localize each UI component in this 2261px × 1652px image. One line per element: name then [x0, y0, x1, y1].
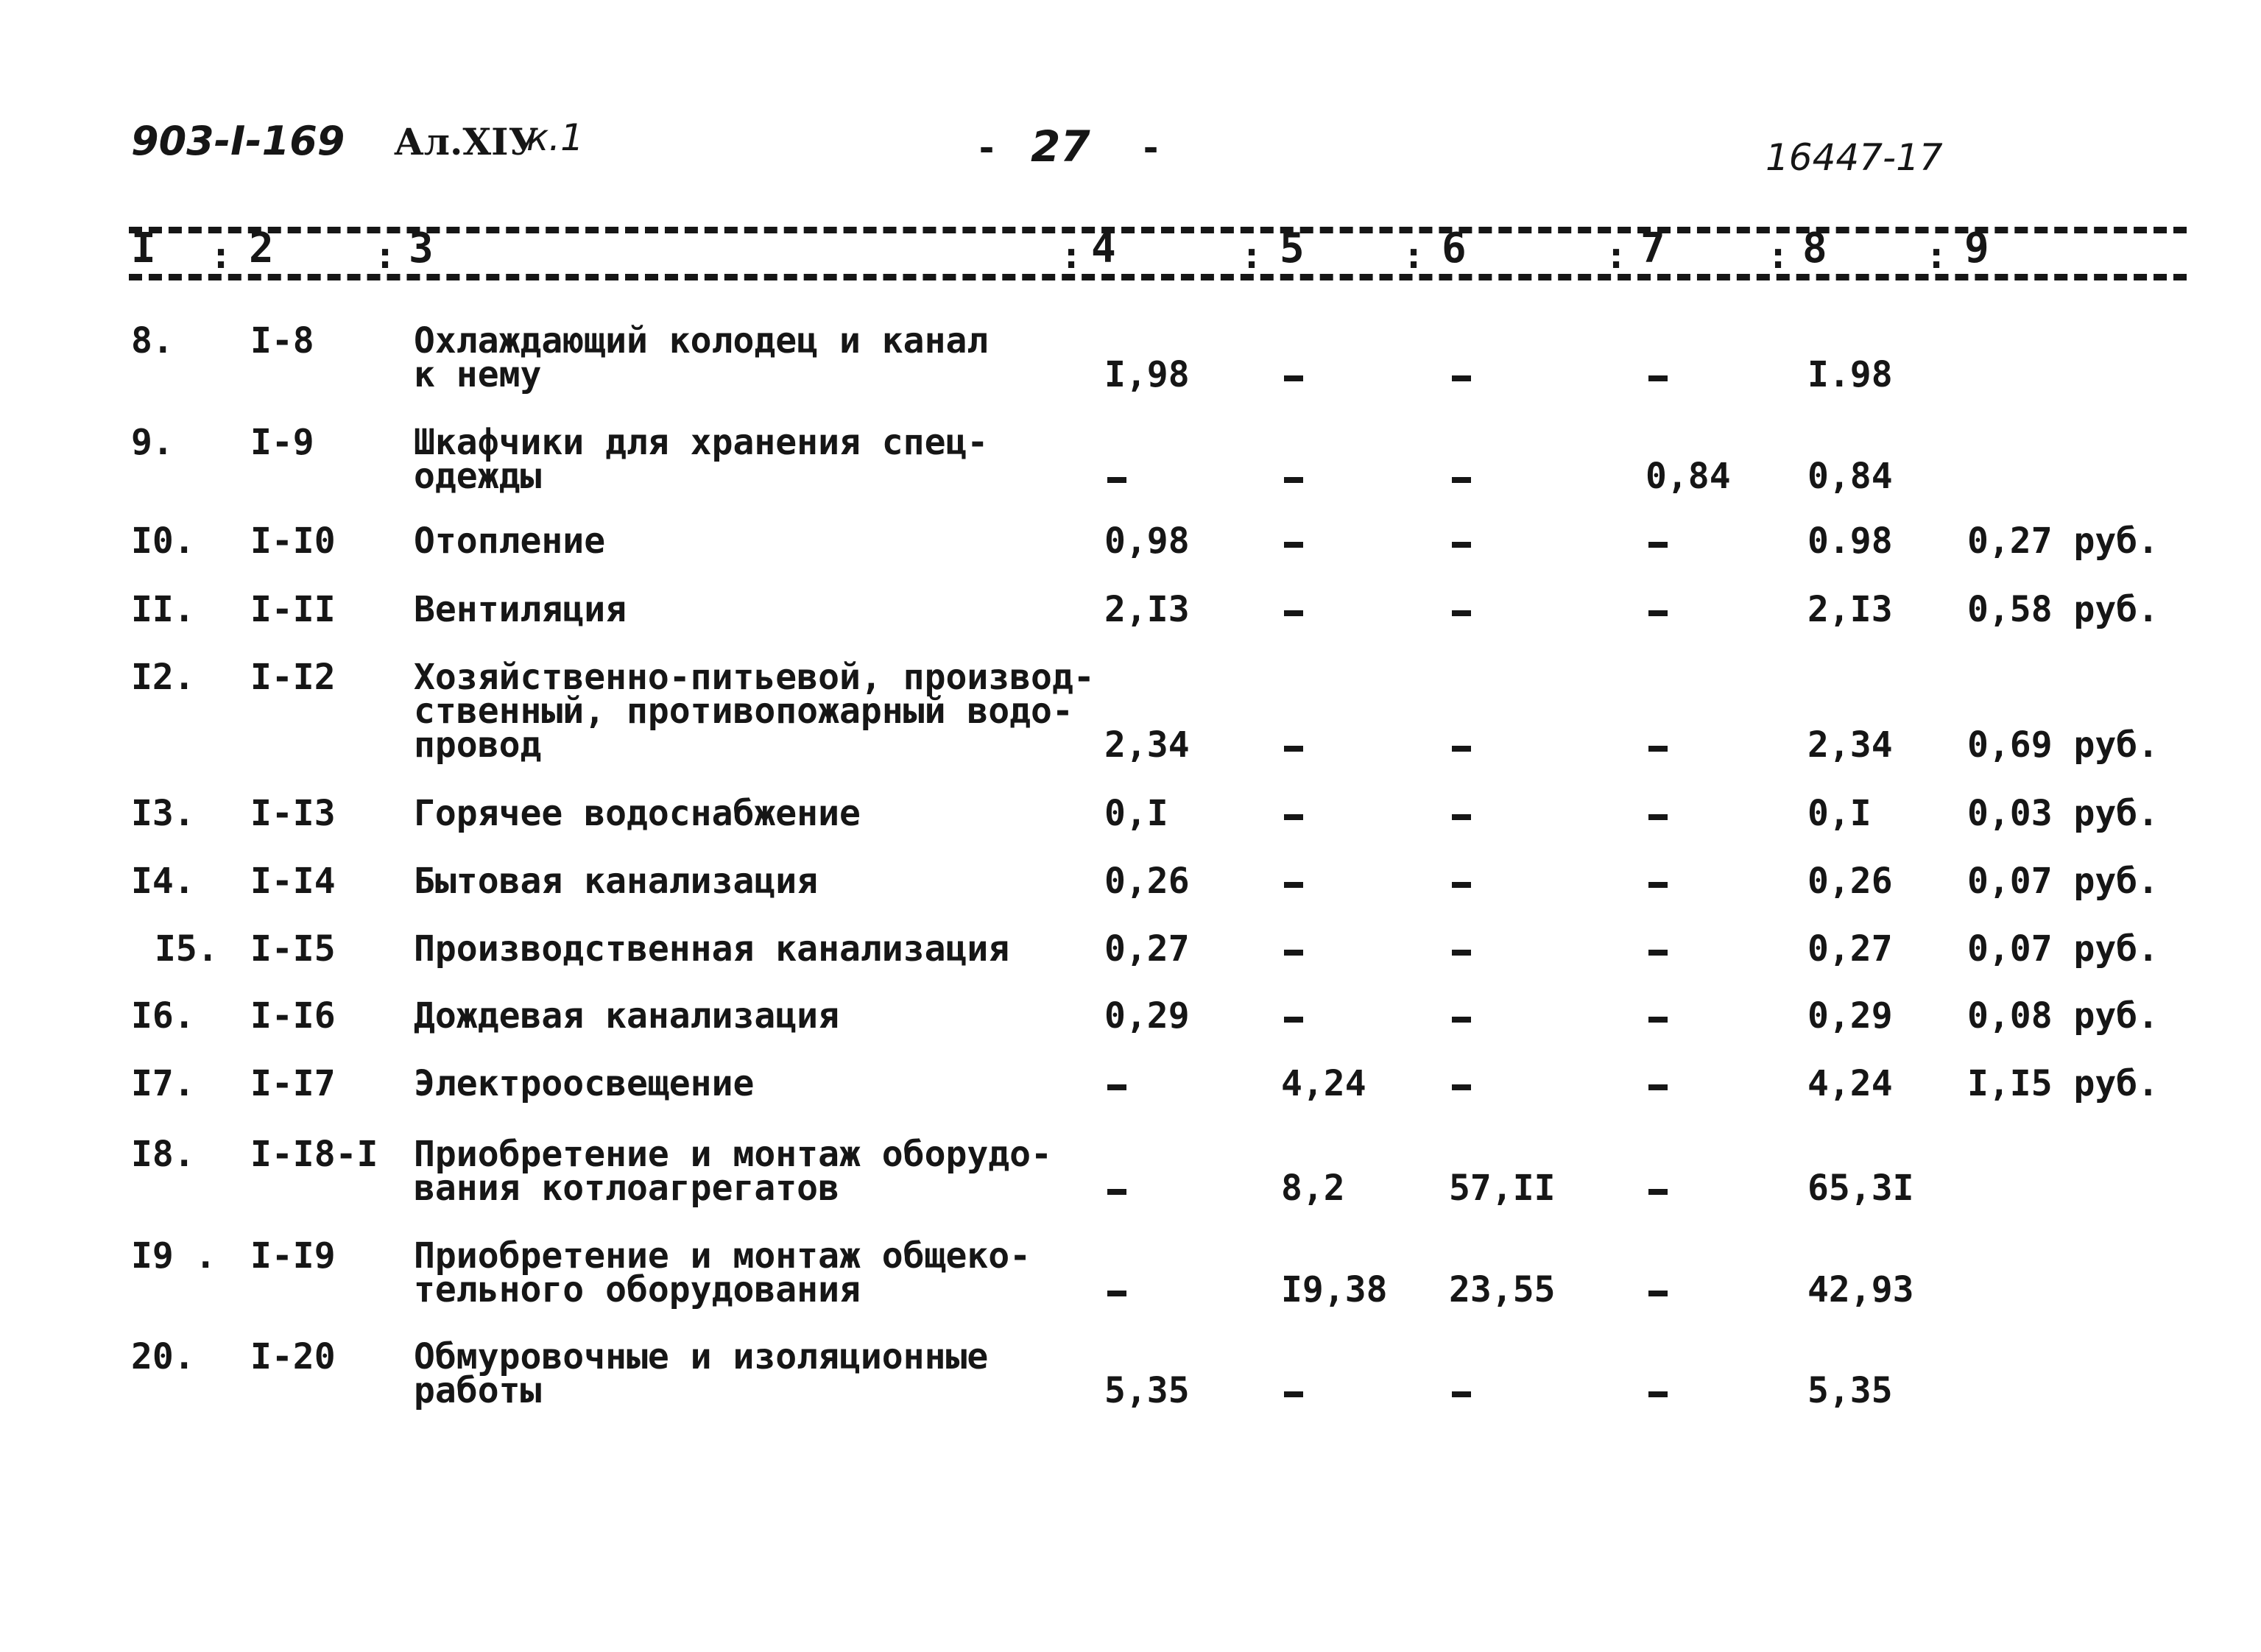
- item-name-line: ственный, противопожарный водо-: [414, 691, 1073, 732]
- value-cell-c8: 0,I: [1807, 793, 1872, 834]
- value-cell-c6: 23,55: [1449, 1269, 1556, 1310]
- item-code: I-8: [250, 320, 314, 361]
- item-name-line: Хозяйственно-питьевой, производ-: [414, 657, 1095, 698]
- value-cell-c5: I9,38: [1281, 1269, 1388, 1310]
- column-number-7: 7: [1640, 225, 1665, 272]
- empty-value-dash: [1452, 1084, 1471, 1090]
- column-separator: :: [1767, 234, 1790, 277]
- item-name-line: Горячее водоснабжение: [414, 793, 861, 834]
- item-code: I-I6: [250, 995, 336, 1037]
- item-name-line: одежды: [414, 456, 542, 497]
- column-number-4: 4: [1091, 225, 1116, 272]
- value-cell-c9: 0,69 руб.: [1967, 724, 2159, 766]
- item-code: I-I4: [250, 861, 336, 902]
- value-cell-c5: 8,2: [1281, 1168, 1345, 1209]
- empty-value-dash: [1107, 1189, 1126, 1195]
- empty-value-dash: [1284, 375, 1303, 381]
- column-number-9: 9: [1964, 225, 1989, 272]
- row-number: I8.: [131, 1134, 195, 1175]
- value-cell-c9: I,I5 руб.: [1967, 1063, 2159, 1104]
- column-number-2: 2: [249, 225, 274, 272]
- item-code: I-I7: [250, 1063, 336, 1104]
- item-name-line: работы: [414, 1370, 542, 1411]
- value-cell-c8: 65,3I: [1807, 1168, 1914, 1209]
- empty-value-dash: [1284, 746, 1303, 752]
- item-code: I-I2: [250, 657, 336, 698]
- empty-value-dash: [1284, 882, 1303, 888]
- value-cell-c8: 0,29: [1807, 995, 1893, 1037]
- row-number: I9 .: [131, 1235, 216, 1277]
- column-separator: :: [374, 234, 397, 277]
- empty-value-dash: [1648, 950, 1668, 956]
- empty-value-dash: [1284, 610, 1303, 616]
- item-code: I-I8-I: [250, 1134, 378, 1175]
- empty-value-dash: [1648, 1391, 1668, 1397]
- empty-value-dash: [1452, 1391, 1471, 1397]
- value-cell-c8: 0.98: [1807, 520, 1893, 562]
- empty-value-dash: [1452, 1017, 1471, 1023]
- column-separator: :: [1060, 234, 1083, 277]
- value-cell-c9: 0,58 руб.: [1967, 589, 2159, 630]
- column-separator: :: [1241, 234, 1263, 277]
- column-number-3: 3: [409, 225, 434, 272]
- row-number: I2.: [131, 657, 195, 698]
- item-name-line: Охлаждающий колодец и канал: [414, 320, 989, 361]
- table-header-bottom-rule: [129, 274, 2187, 280]
- empty-value-dash: [1648, 882, 1668, 888]
- row-number: I0.: [131, 520, 195, 562]
- item-code: I-I0: [250, 520, 336, 562]
- value-cell-c8: I.98: [1807, 354, 1893, 395]
- empty-value-dash: [1452, 950, 1471, 956]
- column-separator: :: [1403, 234, 1425, 277]
- empty-value-dash: [1648, 1189, 1668, 1195]
- empty-value-dash: [1284, 950, 1303, 956]
- item-name-line: Шкафчики для хранения спец-: [414, 422, 989, 463]
- value-cell-c5: 4,24: [1281, 1063, 1366, 1104]
- empty-value-dash: [1107, 1084, 1126, 1090]
- empty-value-dash: [1452, 477, 1471, 483]
- row-number: I5.: [155, 928, 219, 970]
- item-name-line: к нему: [414, 354, 542, 395]
- page-number: 27: [1031, 121, 1090, 172]
- empty-value-dash: [1648, 1017, 1668, 1023]
- item-name-line: Вентиляция: [414, 589, 627, 630]
- value-cell-c4: 2,34: [1104, 724, 1190, 766]
- value-cell-c4: 0,26: [1104, 861, 1190, 902]
- value-cell-c9: 0,03 руб.: [1967, 793, 2159, 834]
- row-number: I3.: [131, 793, 195, 834]
- row-number: 9.: [131, 422, 174, 463]
- value-cell-c8: 42,93: [1807, 1269, 1914, 1310]
- item-name-line: Дождевая канализация: [414, 995, 839, 1037]
- empty-value-dash: [1648, 610, 1668, 616]
- empty-value-dash: [1284, 814, 1303, 820]
- row-number: I4.: [131, 861, 195, 902]
- empty-value-dash: [1107, 1291, 1126, 1296]
- value-cell-c4: 0,I: [1104, 793, 1168, 834]
- value-cell-c8: 0,27: [1807, 928, 1893, 970]
- empty-value-dash: [1648, 814, 1668, 820]
- item-name-line: Обмуровочные и изоляционные: [414, 1336, 989, 1377]
- column-number-1: I: [131, 225, 156, 272]
- column-separator: :: [1925, 234, 1948, 277]
- empty-value-dash: [1648, 542, 1668, 548]
- page-number-dash-left: -: [976, 127, 998, 169]
- document-code: 903-I-169: [131, 118, 345, 164]
- empty-value-dash: [1284, 477, 1303, 483]
- item-name-line: Отопление: [414, 520, 606, 562]
- item-code: I-I3: [250, 793, 336, 834]
- empty-value-dash: [1284, 1017, 1303, 1023]
- row-number: I6.: [131, 995, 195, 1037]
- item-name-line: вания котлоагрегатов: [414, 1168, 839, 1209]
- value-cell-c4: I,98: [1104, 354, 1190, 395]
- empty-value-dash: [1648, 1291, 1668, 1296]
- value-cell-c4: 5,35: [1104, 1370, 1190, 1411]
- value-cell-c8: 2,34: [1807, 724, 1893, 766]
- item-name-line: Электроосвещение: [414, 1063, 755, 1104]
- empty-value-dash: [1452, 746, 1471, 752]
- item-code: I-I5: [250, 928, 336, 970]
- item-code: I-II: [250, 589, 336, 630]
- column-number-5: 5: [1280, 225, 1305, 272]
- column-number-6: 6: [1442, 225, 1467, 272]
- empty-value-dash: [1648, 1084, 1668, 1090]
- value-cell-c8: 0,26: [1807, 861, 1893, 902]
- page-number-dash-right: -: [1140, 127, 1163, 169]
- item-name-line: провод: [414, 724, 542, 766]
- empty-value-dash: [1107, 477, 1126, 483]
- item-name-line: Приобретение и монтаж общеко-: [414, 1235, 1031, 1277]
- value-cell-c6: 57,II: [1449, 1168, 1556, 1209]
- column-number-8: 8: [1802, 225, 1827, 272]
- empty-value-dash: [1452, 814, 1471, 820]
- row-number: I7.: [131, 1063, 195, 1104]
- empty-value-dash: [1648, 375, 1668, 381]
- value-cell-c4: 0,27: [1104, 928, 1190, 970]
- value-cell-c8: 2,I3: [1807, 589, 1893, 630]
- empty-value-dash: [1452, 375, 1471, 381]
- value-cell-c9: 0,07 руб.: [1967, 861, 2159, 902]
- item-name-line: Приобретение и монтаж оборудо-: [414, 1134, 1052, 1175]
- value-cell-c9: 0,27 руб.: [1967, 520, 2159, 562]
- item-name-line: тельного оборудования: [414, 1269, 861, 1310]
- inventory-number: 16447-17: [1766, 136, 1943, 179]
- value-cell-c9: 0,07 руб.: [1967, 928, 2159, 970]
- empty-value-dash: [1284, 542, 1303, 548]
- value-cell-c9: 0,08 руб.: [1967, 995, 2159, 1037]
- item-code: I-9: [250, 422, 314, 463]
- value-cell-c4: 0,98: [1104, 520, 1190, 562]
- value-cell-c7: 0,84: [1646, 456, 1731, 497]
- column-separator: :: [210, 234, 233, 277]
- table-header-top-rule: [129, 227, 2187, 233]
- item-name-line: Производственная канализация: [414, 928, 1010, 970]
- empty-value-dash: [1284, 1391, 1303, 1397]
- empty-value-dash: [1452, 882, 1471, 888]
- empty-value-dash: [1452, 610, 1471, 616]
- row-number: 20.: [131, 1336, 195, 1377]
- column-separator: :: [1605, 234, 1628, 277]
- item-name-line: Бытовая канализация: [414, 861, 819, 902]
- album-label: Ал.XIУ: [394, 120, 539, 163]
- value-cell-c8: 0,84: [1807, 456, 1893, 497]
- value-cell-c4: 0,29: [1104, 995, 1190, 1037]
- row-number: II.: [131, 589, 195, 630]
- album-part: к.1: [526, 116, 584, 159]
- value-cell-c4: 2,I3: [1104, 589, 1190, 630]
- empty-value-dash: [1648, 746, 1668, 752]
- empty-value-dash: [1452, 542, 1471, 548]
- item-code: I-I9: [250, 1235, 336, 1277]
- item-code: I-20: [250, 1336, 336, 1377]
- value-cell-c8: 4,24: [1807, 1063, 1893, 1104]
- value-cell-c8: 5,35: [1807, 1370, 1893, 1411]
- row-number: 8.: [131, 320, 174, 361]
